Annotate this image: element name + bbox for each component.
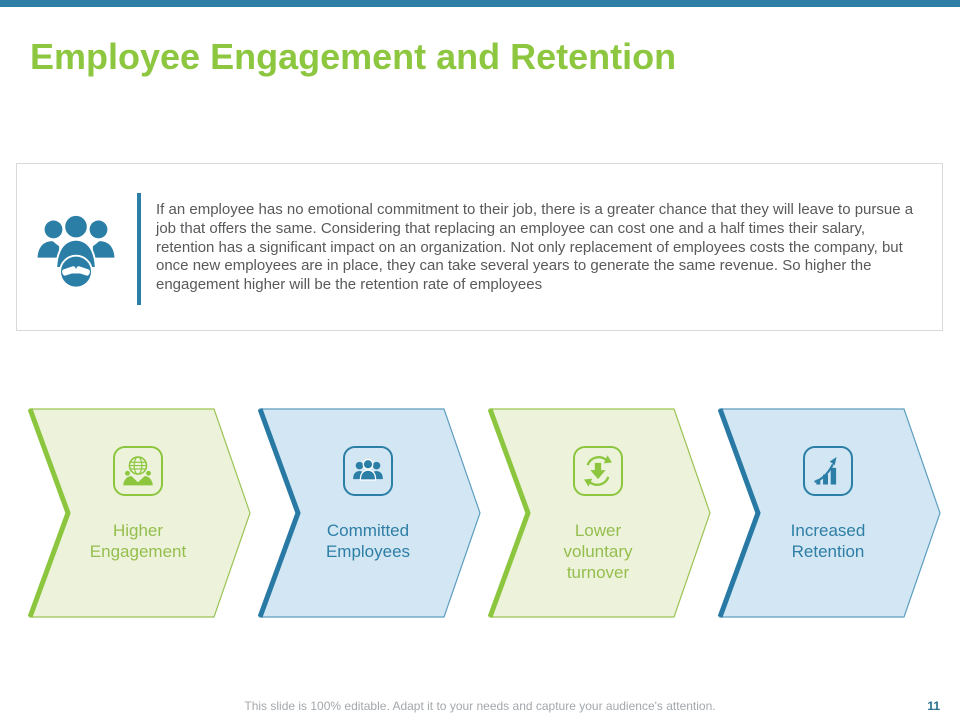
chevron-shape: [718, 408, 942, 618]
step-label: Higher Engagement: [89, 521, 187, 561]
chevron-shape: [28, 408, 252, 618]
team-icon: [350, 453, 386, 489]
chevron-shape: [258, 408, 482, 618]
refresh-down-icon: [580, 453, 616, 489]
process-step-lower-voluntary-turnover: [488, 408, 712, 618]
footer-note: This slide is 100% editable. Adapt it to your needs and capture your audience's attention.: [244, 699, 716, 713]
step-icon-box: [343, 446, 393, 496]
step-label: Increased Retention: [790, 521, 866, 561]
globe-person-icon: [120, 453, 156, 489]
step-label: Committed Employees: [325, 521, 411, 561]
step-icon-box: [803, 446, 853, 496]
process-step-increased-retention: [718, 408, 942, 618]
info-text: If an employee has no emotional commitment to their job, there is a greater chance that they will leave to pursue a job that offers the same. Considering that replacing an employee can cost one and a half times their salary, retention has a significant impact on an organization. Not only replacement of employees costs the company, but once new employees are in place, they can take several years to generate the same revenue. So higher the engagement higher will be the retention rate of employees: [156, 201, 914, 294]
page-number: 11: [927, 699, 940, 713]
process-step-higher-engagement: [28, 408, 252, 618]
team-handshake-icon: [31, 213, 121, 289]
slide-title: Employee Engagement and Retention: [30, 36, 677, 77]
top-accent-bar: [0, 0, 960, 7]
chevron-shape: [488, 408, 712, 618]
accent-divider: [137, 193, 141, 305]
step-icon-box: [573, 446, 623, 496]
step-icon-box: [113, 446, 163, 496]
step-label: Lower voluntary turnover: [563, 521, 633, 582]
process-step-committed-employees: [258, 408, 482, 618]
info-box: [16, 163, 943, 331]
growth-chart-icon: [810, 453, 846, 489]
